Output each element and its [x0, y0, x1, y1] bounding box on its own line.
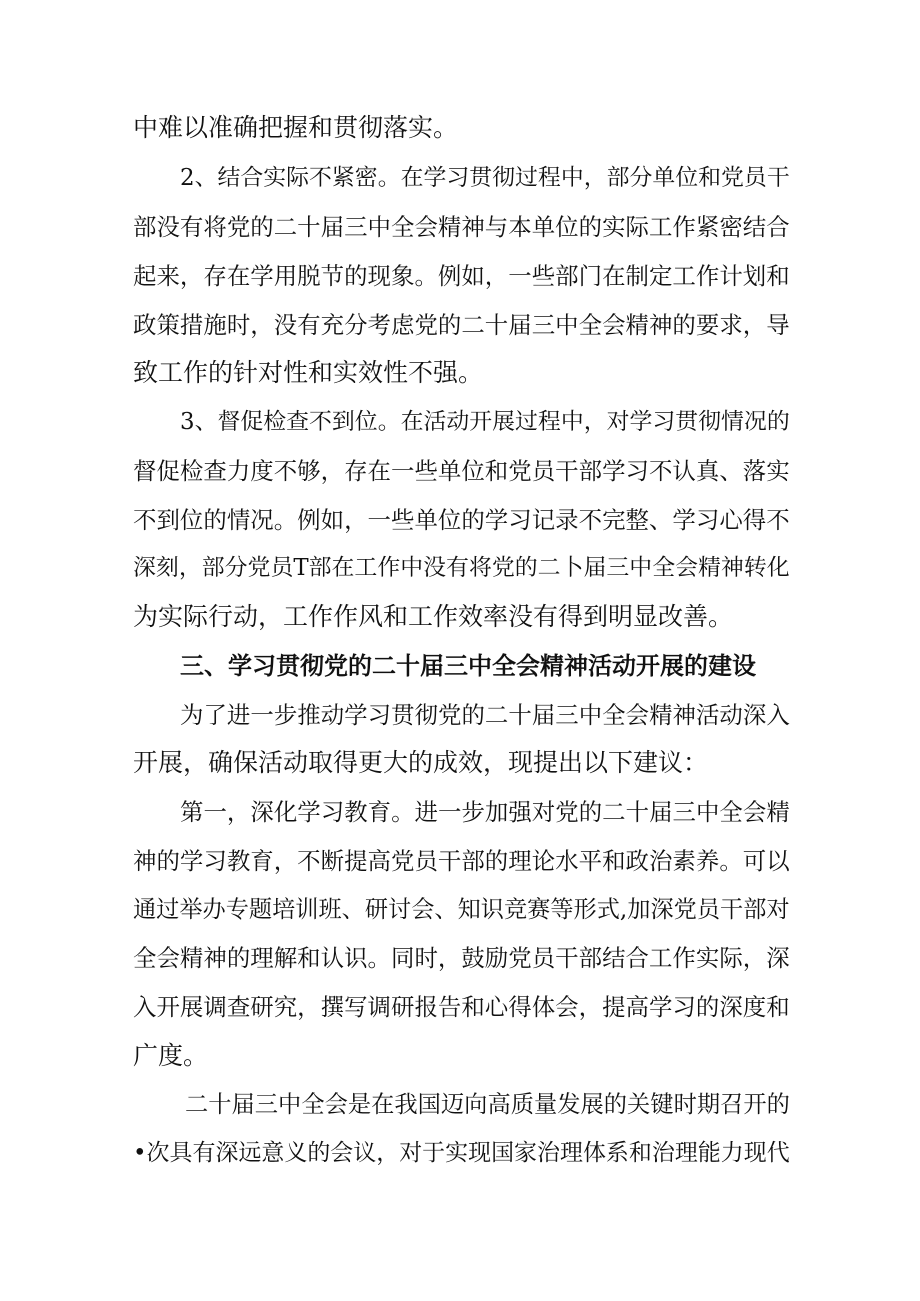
- text-line: 第一，深化学习教育。进一步加强对党的二十届三中全会精: [180, 798, 790, 826]
- text-line: 政策措施时，没有充分考虑党的二十届三中全会精神的要求，导: [133, 311, 790, 339]
- text-line: 致工作的针对性和实效性不强。: [133, 358, 484, 387]
- text-line: 为实际行动，工作作风和工作效率没有得到明显改善。: [133, 602, 734, 631]
- text-line: 为了进一步推动学习贯彻党的二十届三中全会精神活动深入: [180, 701, 790, 729]
- text-line: 部没有将党的二十届三中全会精神与本单位的实际工作紧密结合: [133, 213, 790, 241]
- text-line: •次具有深远意义的会议，对于实现国家治理体系和治理能力现代: [133, 1140, 790, 1166]
- text-line: 督促检查力度不够，存在一些单位和党员干部学习不认真、落实: [133, 457, 790, 485]
- text-line: 神的学习教育，不断提高党员干部的理论水平和政治素养。可以: [133, 847, 790, 875]
- text-line: 通过举办专题培训班、研讨会、知识竞赛等形式,加深党员干部对: [133, 896, 790, 923]
- text-line: 深刻，部分党员T部在工作中没有将党的二卜届三中全会精神转化: [133, 555, 790, 581]
- text-line: 广度。: [133, 1041, 209, 1070]
- text-line: 二十届三中全会是在我国迈向高质量发展的关键时期召开的: [185, 1091, 790, 1118]
- text-line: 2、结合实际不紧密。在学习贯彻过程中，部分单位和党员干: [180, 165, 790, 191]
- text-line: 入开展调查研究，撰写调研报告和心得体会，提高学习的深度和: [133, 993, 790, 1021]
- section-heading: 三、学习贯彻党的二十届三中全会精神活动开展的建设: [180, 652, 756, 680]
- text-line: 起来，存在学用脱节的现象。例如，一些部门在制定工作计划和: [133, 262, 790, 290]
- text-line: 中难以准确把握和贯彻落实。: [133, 113, 459, 142]
- text-line: 全会精神的理解和认识。同时，鼓励党员干部结合工作实际，深: [133, 944, 790, 972]
- text-line: 开展，确保活动取得更大的成效，现提出以下建议：: [133, 748, 709, 777]
- text-line: 不到位的情况。例如，一些单位的学习记录不完整、学习心得不: [133, 506, 790, 534]
- text-line: 3、督促检查不到位。在活动开展过程中，对学习贯彻情况的: [180, 409, 790, 435]
